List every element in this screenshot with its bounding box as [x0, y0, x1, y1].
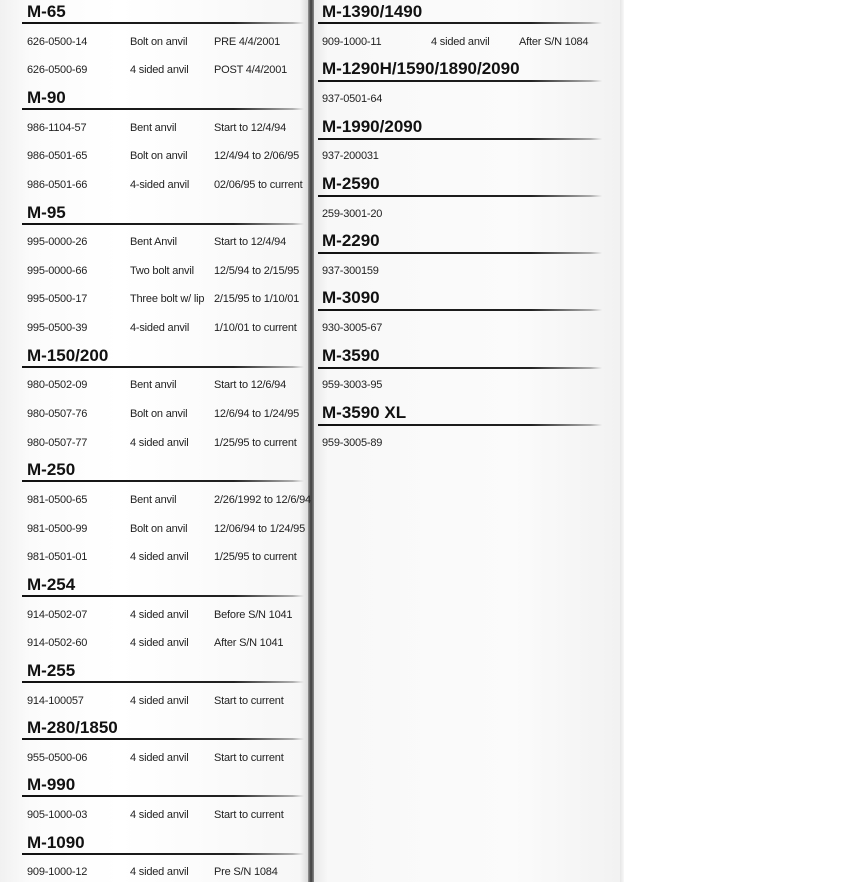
section-rule [22, 223, 304, 225]
anvil-type: Bolt on anvil [130, 523, 188, 535]
model-heading: M-2290 [322, 231, 380, 250]
part-number: 986-1104-57 [27, 122, 87, 134]
section-rule [22, 795, 304, 797]
part-number: 914-100057 [27, 695, 84, 707]
model-heading: M-1390/1490 [322, 2, 423, 21]
serial-range: Start to 12/4/94 [214, 236, 287, 248]
serial-range: PRE 4/4/2001 [214, 36, 281, 48]
model-heading: M-90 [27, 88, 66, 107]
section-rule [318, 80, 602, 82]
part-number: 995-0000-26 [27, 236, 88, 248]
section-rule [318, 138, 602, 140]
section-rule [22, 853, 304, 855]
part-number: 986-0501-66 [27, 179, 88, 191]
part-number: 995-0500-39 [27, 322, 88, 334]
serial-range: Start to current [214, 809, 284, 821]
anvil-type: 4 sided anvil [130, 637, 189, 649]
anvil-type: Bolt on anvil [130, 36, 188, 48]
serial-range: Start to current [214, 752, 284, 764]
part-number: 937-300159 [322, 265, 379, 277]
part-number: 937-200031 [322, 150, 379, 162]
model-heading: M-255 [27, 661, 76, 680]
part-number: 914-0502-60 [27, 637, 88, 649]
part-number: 959-3005-89 [322, 437, 383, 449]
serial-range: 02/06/95 to current [214, 179, 303, 191]
section-rule [318, 195, 602, 197]
part-number: 995-0500-17 [27, 293, 88, 305]
model-heading: M-2590 [322, 174, 380, 193]
anvil-type: Bent anvil [130, 379, 177, 391]
model-heading: M-1990/2090 [322, 117, 423, 136]
part-number: 930-3005-67 [322, 322, 383, 334]
serial-range: 12/4/94 to 2/06/95 [214, 150, 300, 162]
serial-range: After S/N 1041 [214, 637, 284, 649]
section-rule [22, 480, 304, 482]
anvil-type: 4 sided anvil [130, 695, 189, 707]
part-number: 905-1000-03 [27, 809, 88, 821]
serial-range: POST 4/4/2001 [214, 64, 288, 76]
model-heading: M-254 [27, 575, 76, 594]
model-heading: M-990 [27, 775, 76, 794]
section-rule [318, 367, 602, 369]
anvil-type: 4 sided anvil [130, 437, 189, 449]
anvil-type: 4 sided anvil [130, 609, 189, 621]
serial-range: Before S/N 1041 [214, 609, 293, 621]
serial-range: 12/5/94 to 2/15/95 [214, 265, 300, 277]
model-heading: M-95 [27, 203, 66, 222]
model-heading: M-250 [27, 460, 76, 479]
part-number: 959-3003-95 [322, 379, 383, 391]
anvil-type: Two bolt anvil [130, 265, 194, 277]
anvil-type: Bent anvil [130, 122, 177, 134]
anvil-type: 4 sided anvil [130, 809, 189, 821]
anvil-type: Three bolt w/ lip [130, 293, 205, 305]
anvil-type: Bolt on anvil [130, 150, 188, 162]
part-number: 937-0501-64 [322, 93, 383, 105]
part-number: 981-0500-99 [27, 523, 88, 535]
part-number: 986-0501-65 [27, 150, 88, 162]
part-number: 955-0500-06 [27, 752, 88, 764]
serial-range: Start to 12/4/94 [214, 122, 287, 134]
model-heading: M-1090 [27, 833, 85, 852]
anvil-type: 4 sided anvil [130, 551, 189, 563]
serial-range: 12/6/94 to 1/24/95 [214, 408, 300, 420]
part-number: 981-0501-01 [27, 551, 88, 563]
model-heading: M-65 [27, 2, 66, 21]
part-number: 626-0500-69 [27, 64, 88, 76]
section-rule [22, 108, 304, 110]
part-number: 995-0000-66 [27, 265, 88, 277]
serial-range: 1/25/95 to current [214, 551, 297, 563]
part-number: 980-0507-76 [27, 408, 88, 420]
part-number: 914-0502-07 [27, 609, 88, 621]
model-heading: M-150/200 [27, 346, 109, 365]
anvil-type: 4 sided anvil [130, 64, 189, 76]
serial-range: Start to current [214, 695, 284, 707]
section-rule [318, 309, 602, 311]
part-number: 259-3001-20 [322, 208, 383, 220]
anvil-type: 4-sided anvil [130, 179, 190, 191]
model-heading: M-3590 XL [322, 403, 407, 422]
part-number: 909-1000-12 [27, 866, 88, 878]
model-heading: M-1290H/1590/1890/2090 [322, 59, 520, 78]
part-number: 909-1000-11 [322, 36, 382, 48]
anvil-type: Bolt on anvil [130, 408, 188, 420]
section-rule [318, 252, 602, 254]
part-number: 980-0502-09 [27, 379, 88, 391]
section-rule [318, 424, 602, 426]
anvil-type: 4 sided anvil [431, 36, 490, 48]
serial-range: 1/25/95 to current [214, 437, 297, 449]
anvil-type: Bent Anvil [130, 236, 177, 248]
part-number: 980-0507-77 [27, 437, 88, 449]
serial-range: 12/06/94 to 1/24/95 [214, 523, 306, 535]
model-heading: M-3090 [322, 288, 380, 307]
serial-range: 1/10/01 to current [214, 322, 297, 334]
part-number: 626-0500-14 [27, 36, 88, 48]
section-rule [22, 22, 304, 24]
serial-range: After S/N 1084 [519, 36, 589, 48]
serial-range: 2/26/1992 to 12/6/94 [214, 494, 311, 506]
model-heading: M-3590 [322, 346, 380, 365]
serial-range: Pre S/N 1084 [214, 866, 278, 878]
anvil-type: 4 sided anvil [130, 866, 189, 878]
serial-range: Start to 12/6/94 [214, 379, 287, 391]
part-number: 981-0500-65 [27, 494, 88, 506]
right-edge-shadow [620, 0, 624, 882]
section-rule [318, 22, 602, 24]
anvil-type: 4-sided anvil [130, 322, 190, 334]
model-heading: M-280/1850 [27, 718, 118, 737]
section-rule [22, 595, 304, 597]
section-rule [22, 738, 304, 740]
serial-range: 2/15/95 to 1/10/01 [214, 293, 300, 305]
anvil-type: 4 sided anvil [130, 752, 189, 764]
section-rule [22, 681, 304, 683]
anvil-type: Bent anvil [130, 494, 177, 506]
section-rule [22, 366, 304, 368]
